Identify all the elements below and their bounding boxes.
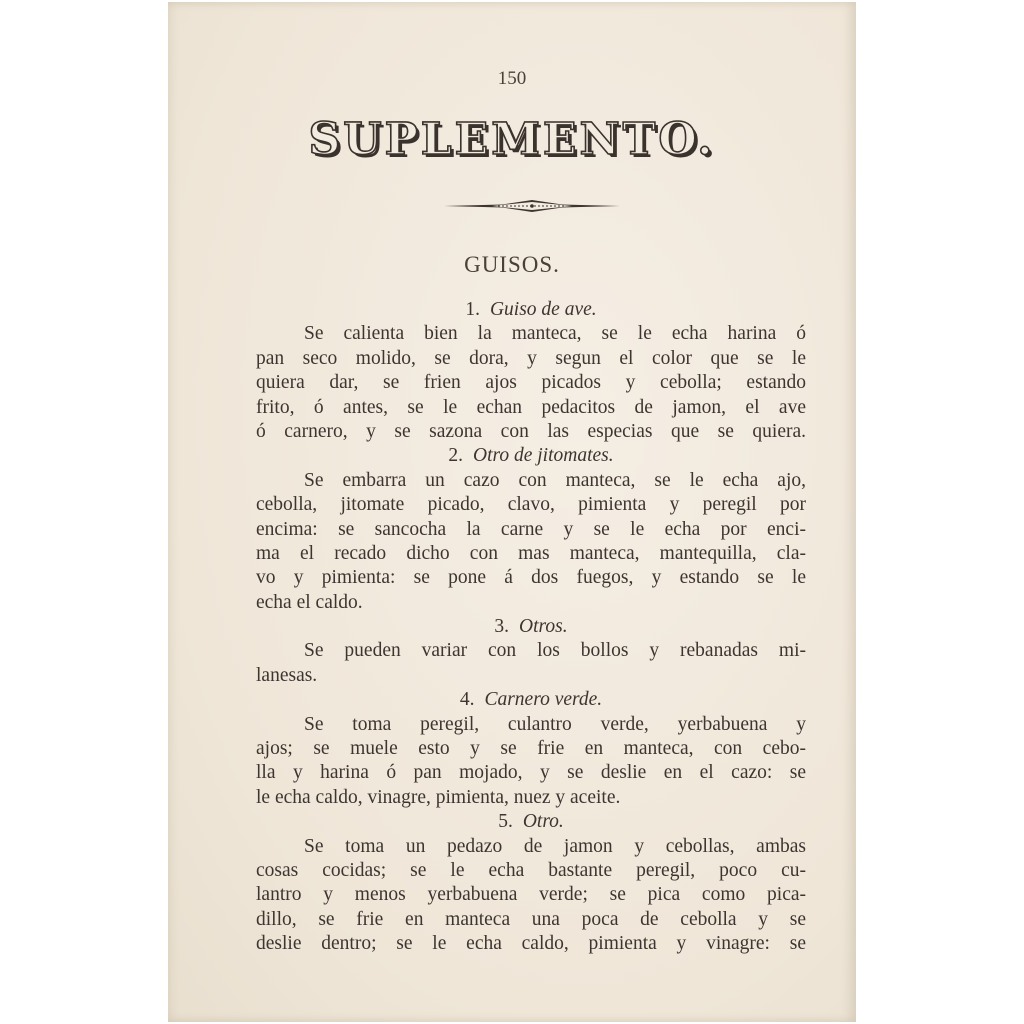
- section-title: GUISOS.: [464, 252, 560, 277]
- recipe-number: 3.: [494, 616, 510, 638]
- recipe-heading: [256, 444, 806, 468]
- recipe-title: Guiso de ave.: [489, 299, 597, 320]
- text-line: ó carnero, y se sazona con las especias que se quiera.: [256, 420, 806, 442]
- recipe-heading: [256, 298, 806, 322]
- recipe-title: Otro de jitomates.: [472, 445, 614, 467]
- recipe-heading: [256, 615, 806, 639]
- recipe-number: 2.: [448, 445, 463, 467]
- recipe-title: Otros.: [519, 616, 568, 638]
- text-line: Se pueden variar con los bollos y rebanadas mi-: [304, 640, 806, 662]
- text-line: lanesas.: [256, 664, 318, 686]
- book-page: [168, 2, 856, 1022]
- text-line: lantro y menos yerbabuena verde; se pica como pica-: [256, 884, 806, 906]
- text-line: echa el caldo.: [256, 591, 363, 613]
- text-line: quiera dar, se frien ajos picados y cebolla; estando: [256, 372, 806, 394]
- text-line: Se calienta bien la manteca, se le echa harina ó: [304, 323, 806, 345]
- page-title: SUPLEMENTO.: [308, 114, 716, 165]
- recipe-title: Otro.: [522, 811, 564, 833]
- text-line: dillo, se frie en manteca una poca de cebolla y se: [256, 908, 806, 930]
- text-line: Se toma un pedazo de jamon y cebollas, ambas: [304, 835, 806, 857]
- recipe-body: [256, 298, 806, 957]
- text-line: encima: se sancocha la carne y se le echa por enci-: [256, 518, 806, 540]
- text-line: lla y harina ó pan mojado, y se deslie en el cazo: se: [256, 762, 806, 784]
- text-line: vo y pimienta: se pone á dos fuegos, y estando se le: [256, 567, 806, 589]
- recipe-heading: [256, 810, 806, 834]
- text-line: Se embarra un cazo con manteca, se le echa ajo,: [304, 469, 806, 491]
- text-line: Se toma peregil, culantro verde, yerbabuena y: [304, 713, 806, 735]
- text-line: le echa caldo, vinagre, pimienta, nuez y aceite.: [256, 786, 621, 808]
- recipe-heading: [256, 688, 806, 712]
- recipe-number: 1.: [465, 299, 480, 320]
- text-line: frito, ó antes, se le echan pedacitos de jamon, el ave: [256, 396, 806, 418]
- page-number: 150: [497, 68, 527, 89]
- recipe-number: 4.: [459, 689, 475, 711]
- text-line: ma el recado dicho con mas manteca, mantequilla, cla-: [256, 542, 806, 564]
- text-line: deslie dentro; se le echa caldo, pimienta y vinagre: se: [256, 933, 806, 955]
- text-line: cosas cocidas; se le echa bastante peregil, poco cu-: [256, 859, 806, 881]
- ornament-divider: [442, 196, 622, 216]
- recipe-number: 5.: [498, 811, 513, 833]
- recipe-title: Carnero verde.: [484, 689, 603, 711]
- text-line: ajos; se muele esto y se frie en manteca, con cebo-: [256, 738, 806, 760]
- text-line: cebolla, jitomate picado, clavo, pimienta y peregil por: [256, 494, 806, 516]
- text-line: pan seco molido, se dora, y segun el color que se le: [256, 347, 806, 369]
